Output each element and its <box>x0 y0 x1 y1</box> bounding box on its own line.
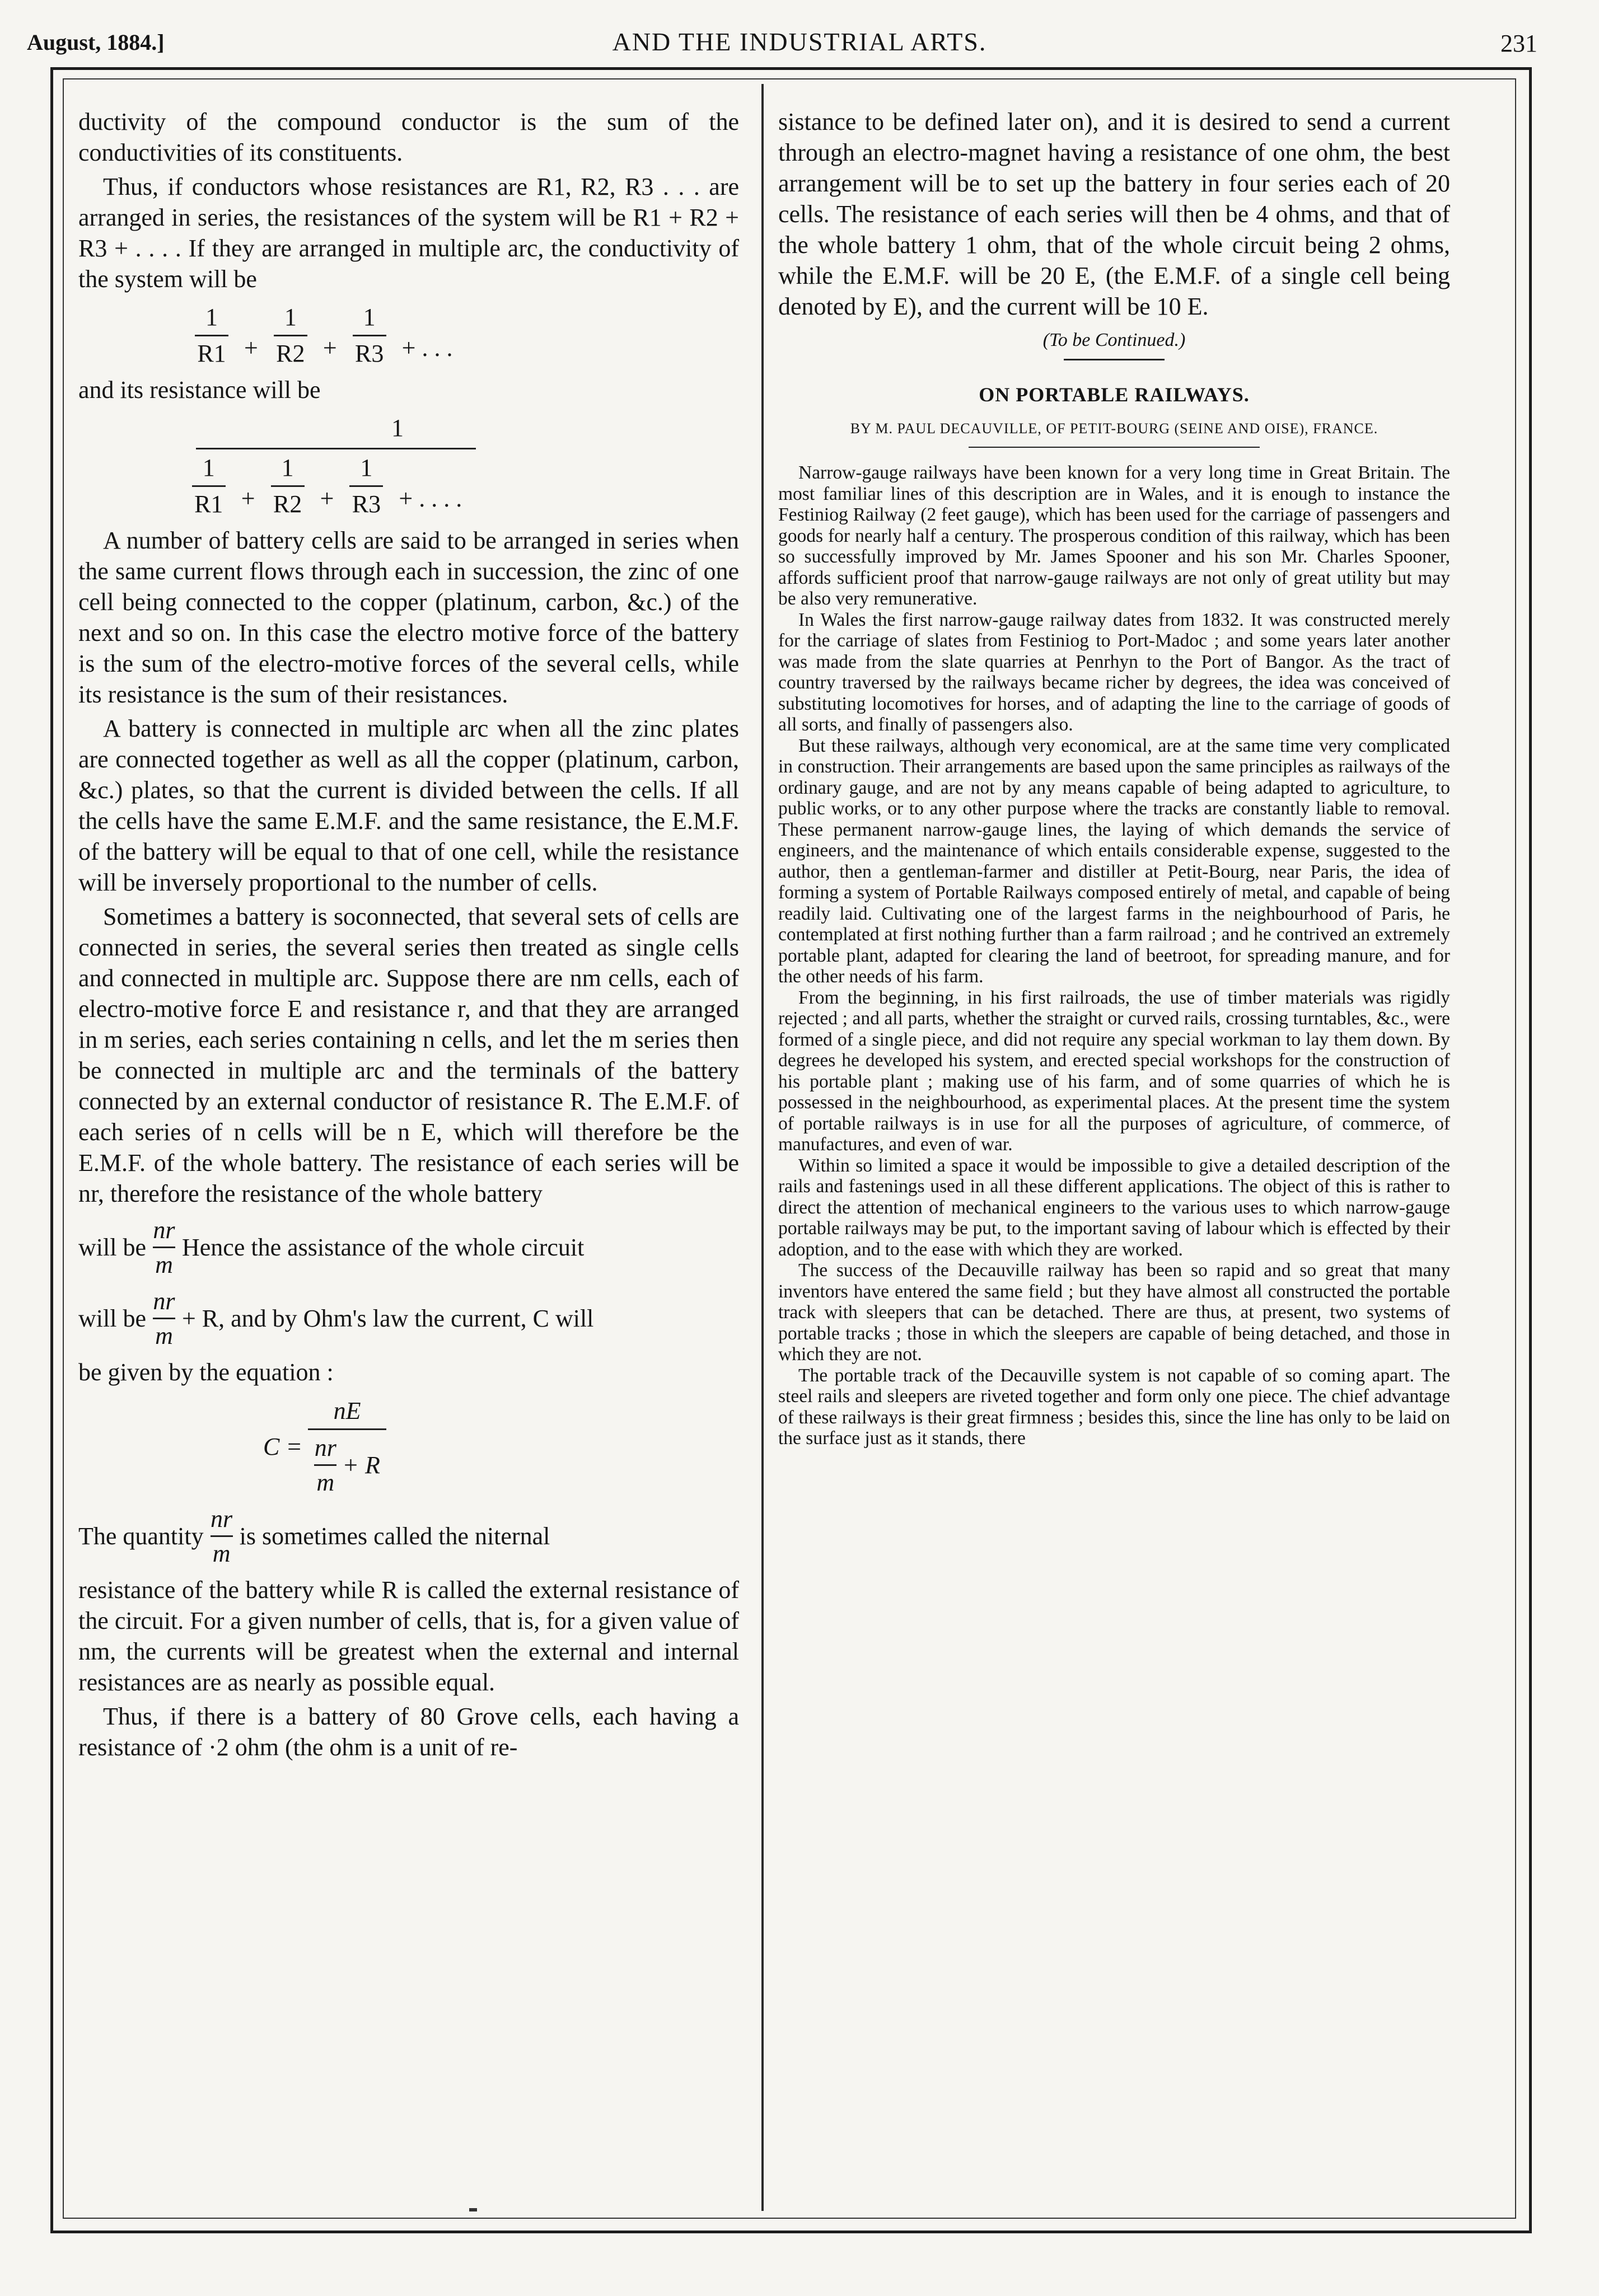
article-title: ON PORTABLE RAILWAYS. <box>979 383 1250 406</box>
paragraph: The portable track of the Decauville system is not capable of so coming apart. The steel rails and sleepers are riveted together and form only one piece. The chief advantage of these railways is their great firmness ; besides this, since the line has only to be laid on the surface just as it stands, there <box>778 1365 1450 1449</box>
article-body <box>778 462 1450 1449</box>
numerator: 1 <box>281 454 294 481</box>
operator: + <box>322 334 337 362</box>
paragraph: ductivity of the compound conductor is the sum of the conductivities of its constituents. <box>78 108 739 166</box>
to-be-continued: (To be Continued.) <box>1042 330 1186 350</box>
right-column <box>778 106 1450 1449</box>
paragraph: Within so limited a space it would be impossible to give a detailed description of the rails and fastenings used in all these different applications. The object of this is rather to direct the attention of mechanical engineers to the various uses to which narrow-gauge portable railways may be put, to the important saving of labour which is effected by their adoption, and to the ease with which they are worked. <box>778 1155 1450 1260</box>
circuit-resistance-line <box>78 1286 739 1351</box>
running-title: AND THE INDUSTRIAL ARTS. <box>612 27 987 56</box>
numerator: 1 <box>205 303 218 331</box>
numerator: 1 <box>363 303 376 331</box>
denominator: R2 <box>276 340 305 367</box>
paragraph: A number of battery cells are said to be arranged in series when the same current flows through each in succession, the zinc of one cell being connected to the copper (platinum, carbon, &c.) of the next and so on. In this case the electro motive force of the battery is the sum of the electro-motive forces of the several cells, while its resistance is the sum of their resistances. <box>78 527 739 708</box>
denominator: R1 <box>197 340 226 367</box>
paragraph: Narrow-gauge railways have been known for a very long time in Great Britain. The most familiar lines of this description are in Wales, and it is enough to instance the Festiniog Railway (2 feet gauge), which has been used for the carriage of passengers and goods for nearly half a century. The prosperous condition of this railway, which has been so successfully improved by Mr. James Spooner and his son Mr. Charles Spooner, affords sufficient proof that narrow-gauge railways are not only of great utility but may be also very remunerative. <box>778 462 1450 609</box>
byline-rule <box>969 447 1260 448</box>
operator: + <box>241 485 255 512</box>
text: is sometimes called the niternal <box>239 1522 550 1550</box>
numerator: 1 <box>391 414 404 442</box>
denominator: m <box>212 1540 231 1567</box>
denominator: R3 <box>352 490 381 518</box>
numerator: nr <box>153 1287 175 1315</box>
label: will be <box>78 1305 146 1332</box>
numerator: 1 <box>202 454 215 481</box>
paragraph: Thus, if conductors whose resistances are R1, R2, R3 . . . are arranged in series, the resistances of the system will be R1 + R2 + R3 + . . . . If they are arranged in multiple arc, the conductivity of the system will be <box>78 173 739 293</box>
text: Hence the assistance of the whole circuit <box>181 1234 585 1261</box>
paragraph: and its resistance will be <box>78 376 321 404</box>
operator: + . . . <box>401 334 453 362</box>
byline: BY M. PAUL DECAUVILLE, OF PETIT-BOURG (SEINE AND OISE), FRANCE. <box>850 420 1378 437</box>
numerator: nE <box>333 1397 361 1425</box>
paragraph: A battery is connected in multiple arc when all the zinc plates are connected together as well as all the copper (platinum, carbon, &c.) plates, so that the current is divided between the cells. If all the cells have the same E.M.F. and the same resistance, the E.M.F. of the battery will be equal to that of one cell, while the resistance will be inversely proportional to the number of cells. <box>78 715 739 896</box>
left-column <box>78 106 739 1766</box>
operator: + . . . . <box>399 485 462 512</box>
lhs: C = <box>263 1433 303 1460</box>
ohms-law-equation <box>263 1395 739 1498</box>
numerator: nr <box>314 1434 336 1461</box>
page-number: 231 <box>1500 30 1537 57</box>
page-mark <box>469 2208 477 2211</box>
denominator: R1 <box>194 490 223 518</box>
issue-date: August, 1884.] <box>27 30 165 55</box>
quantity-line <box>78 1503 739 1569</box>
plus-term: + R <box>342 1451 380 1479</box>
paragraph: Sometimes a battery is soconnected, that several sets of cells are connected in series, the several series then treated as single cells and connected in multiple arc. Suppose there are nm cells, each of electro-motive force E and resistance r, and that they are arranged in m series, each series containing n cells, and let the m series then be connected in multiple arc and the terminals of the battery connected by an external conductor of resistance R. The E.M.F. of each series of n cells will be n E, which will therefore be the E.M.F. of the whole battery. The resistance of each series will be nr, therefore the resistance of the whole battery <box>78 903 739 1207</box>
conductivity-formula <box>185 302 739 369</box>
paragraph: resistance of the battery while R is called the external resistance of the circuit. For a given number of cells, that is, for a given value of nm, the currents will be greatest when the external and internal resistances are as nearly as possible equal. <box>78 1576 739 1696</box>
numerator: 1 <box>360 454 373 481</box>
numerator: nr <box>153 1216 175 1244</box>
denominator: R3 <box>354 340 384 367</box>
paragraph: be given by the equation : <box>78 1358 334 1386</box>
ornament-divider <box>1064 359 1165 360</box>
internal-resistance-line <box>78 1215 739 1280</box>
operator: + <box>244 334 258 362</box>
label: The quantity <box>78 1522 204 1550</box>
text: + R, and by Ohm's law the current, C will <box>181 1305 594 1332</box>
denominator: m <box>155 1251 173 1278</box>
paragraph: From the beginning, in his first railroads, the use of timber materials was rigidly rejected ; and all parts, whether the straight or curved rails, crossing turntables, &c., were formed of a single piece, and did not require any special workman to lay them down. By degrees he developed his system, and erected special workshops for the construction of his portable plant ; making use of his farm, and of some quarries of which he is possessed in the neighbourhood, as experimental places. At the present time the system of portable railways is in use for all the purposes of agriculture, of commerce, of manufactures, and even of war. <box>778 987 1450 1155</box>
operator: + <box>320 485 334 512</box>
resistance-formula <box>78 413 739 519</box>
numerator: 1 <box>284 303 297 331</box>
denominator: m <box>155 1322 173 1350</box>
paragraph: sistance to be defined later on), and it is desired to send a current through an electro-magnet having a resistance of one ohm, the best arrangement will be to set up the battery in four series each of 20 cells. The resistance of each series will then be 4 ohms, and that of the whole battery 1 ohm, that of the whole circuit being 2 ohms, while the E.M.F. will be 20 E, (the E.M.F. of a single cell being denoted by E), and the current will be 10 E. <box>778 108 1450 320</box>
denominator: m <box>316 1469 335 1496</box>
paragraph: But these railways, although very economical, are at the same time very complicated in construction. Their arrangements are based upon the same principles as railways of the ordinary gauge, and are not by any means capable of being adapted to agriculture, to public works, or to any other purpose where the tracks are constantly liable to removal. These permanent narrow-gauge lines, the laying of which demands the service of engineers, and the maintenance of which entails considerable expense, suggested to the author, then a gentleman-farmer and distiller at Petit-Bourg, near Paris, the idea of forming a system of Portable Railways composed entirely of metal, and capable of being readily laid. Cultivating one of the largest farms in the neighbourhood of Paris, he contemplated at first nothing further than a farm railroad ; and he contrived an extremely portable plant, adapted for clearing the land of beetroot, for spreading manure, and for the other needs of his farm. <box>778 735 1450 987</box>
column-rule <box>761 84 764 2211</box>
paragraph: The success of the Decauville railway has been so rapid and so great that many inventors have entered the same field ; but they have almost all constructed the portable track with sleepers that can be detached. There are thus, at present, two systems of portable tracks ; those in which the sleepers are capable of being detached, and those in which they are not. <box>778 1260 1450 1365</box>
page-header <box>0 27 1599 60</box>
denominator: R2 <box>273 490 302 518</box>
label: will be <box>78 1234 146 1261</box>
numerator: nr <box>211 1505 233 1533</box>
paragraph: Thus, if there is a battery of 80 Grove cells, each having a resistance of ·2 ohm (the ohm is a unit of re- <box>78 1703 739 1761</box>
paragraph: In Wales the first narrow-gauge railway dates from 1832. It was constructed merely for the carriage of slates from Festiniog to Port-Madoc ; and some years later another was made from the slate quarries at Penrhyn to the Port of Bangor. As the tract of country traversed by the railways became richer by degrees, the idea was conceived of substituting locomotives for horses, and of adapting the line to the carriage of goods of all sorts, and finally of passengers also. <box>778 609 1450 735</box>
